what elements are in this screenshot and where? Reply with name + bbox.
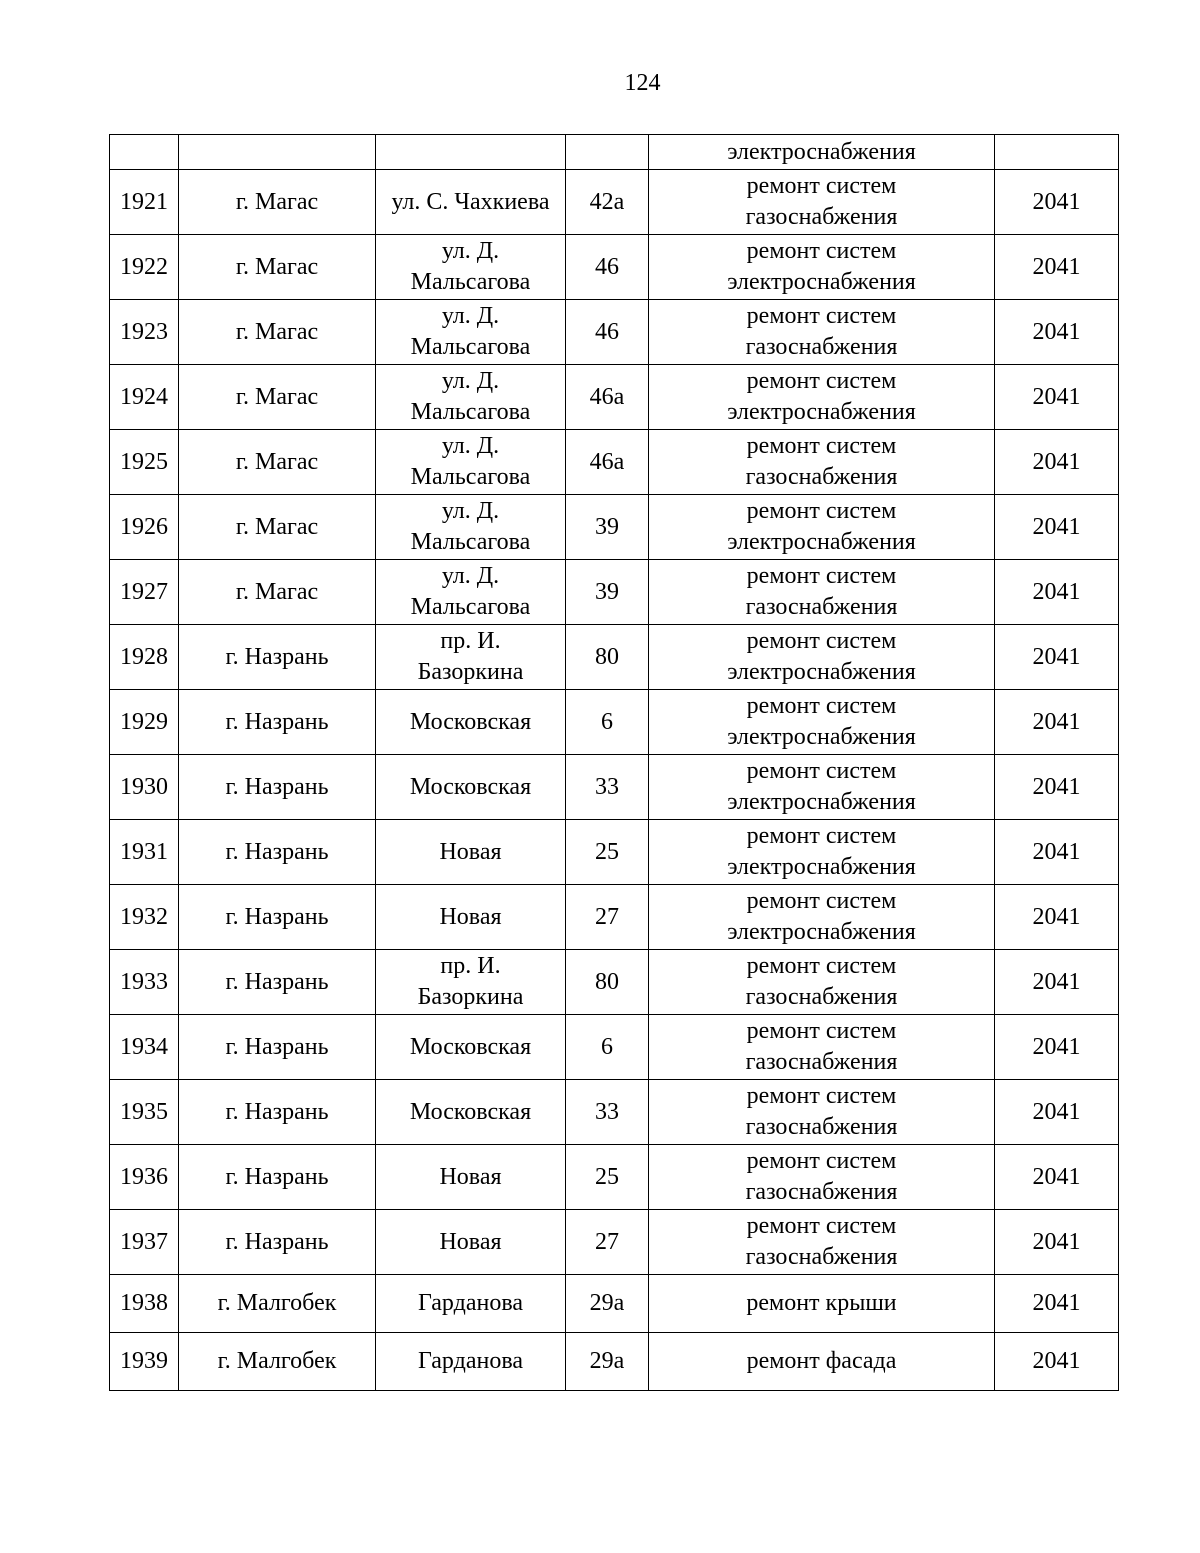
cell-city: г. Назрань (179, 1015, 376, 1080)
cell-street: Московская (376, 755, 566, 820)
cell-year: 2041 (995, 950, 1119, 1015)
cell-year: 2041 (995, 495, 1119, 560)
cell-city: г. Назрань (179, 690, 376, 755)
cell-city: г. Магас (179, 430, 376, 495)
cell-house: 46а (566, 430, 649, 495)
cell-street: ул. Д. Мальсагова (376, 560, 566, 625)
table-row (110, 560, 1119, 625)
cell-number: 1937 (110, 1210, 179, 1275)
cell-work-type: ремонт систем газоснабжения (649, 560, 995, 625)
cell-year: 2041 (995, 1015, 1119, 1080)
cell-number: 1938 (110, 1275, 179, 1333)
table-row (110, 690, 1119, 755)
cell-year: 2041 (995, 625, 1119, 690)
cell-city: г. Назрань (179, 755, 376, 820)
cell-house: 42а (566, 170, 649, 235)
cell-street: ул. Д. Мальсагова (376, 235, 566, 300)
cell-city: г. Магас (179, 365, 376, 430)
table-row (110, 755, 1119, 820)
cell-house: 80 (566, 950, 649, 1015)
table-row (110, 1080, 1119, 1145)
cell-street: Гарданова (376, 1333, 566, 1391)
cell-street: Гарданова (376, 1275, 566, 1333)
cell-year: 2041 (995, 1080, 1119, 1145)
cell-year: 2041 (995, 885, 1119, 950)
repair-schedule-table (109, 134, 1119, 1391)
cell-work-type: ремонт систем электроснабжения (649, 625, 995, 690)
cell-city (179, 135, 376, 170)
cell-number: 1936 (110, 1145, 179, 1210)
table-row (110, 235, 1119, 300)
cell-work-type: ремонт систем электроснабжения (649, 820, 995, 885)
cell-year: 2041 (995, 430, 1119, 495)
cell-house: 46а (566, 365, 649, 430)
cell-work-type: ремонт систем газоснабжения (649, 950, 995, 1015)
cell-work-type: ремонт систем газоснабжения (649, 1210, 995, 1275)
cell-number: 1939 (110, 1333, 179, 1391)
cell-work-type: ремонт систем газоснабжения (649, 300, 995, 365)
cell-city: г. Магас (179, 300, 376, 365)
cell-city: г. Назрань (179, 625, 376, 690)
table-row (110, 885, 1119, 950)
cell-number: 1926 (110, 495, 179, 560)
cell-work-type: ремонт систем газоснабжения (649, 1080, 995, 1145)
cell-city: г. Магас (179, 235, 376, 300)
cell-number: 1933 (110, 950, 179, 1015)
cell-year: 2041 (995, 820, 1119, 885)
cell-house: 46 (566, 235, 649, 300)
cell-street: Московская (376, 690, 566, 755)
cell-street: Новая (376, 820, 566, 885)
cell-house: 39 (566, 560, 649, 625)
cell-year: 2041 (995, 560, 1119, 625)
table-row (110, 625, 1119, 690)
page-number: 124 (624, 70, 661, 96)
cell-year: 2041 (995, 1333, 1119, 1391)
cell-city: г. Магас (179, 560, 376, 625)
cell-house: 33 (566, 1080, 649, 1145)
cell-city: г. Назрань (179, 820, 376, 885)
cell-number: 1934 (110, 1015, 179, 1080)
cell-number: 1935 (110, 1080, 179, 1145)
cell-year: 2041 (995, 1275, 1119, 1333)
table-row (110, 1333, 1119, 1391)
table-row (110, 1015, 1119, 1080)
cell-house: 25 (566, 820, 649, 885)
cell-street: Новая (376, 1210, 566, 1275)
cell-street: ул. Д. Мальсагова (376, 300, 566, 365)
cell-house: 6 (566, 1015, 649, 1080)
cell-year (995, 135, 1119, 170)
cell-house: 39 (566, 495, 649, 560)
cell-work-type: электроснабжения (649, 135, 995, 170)
cell-house: 27 (566, 885, 649, 950)
cell-street: Московская (376, 1015, 566, 1080)
cell-city: г. Назрань (179, 950, 376, 1015)
table-row (110, 300, 1119, 365)
cell-city: г. Назрань (179, 885, 376, 950)
cell-year: 2041 (995, 1210, 1119, 1275)
cell-house: 25 (566, 1145, 649, 1210)
table-row (110, 365, 1119, 430)
table-row (110, 495, 1119, 560)
cell-number: 1932 (110, 885, 179, 950)
cell-house: 33 (566, 755, 649, 820)
cell-street: Новая (376, 1145, 566, 1210)
cell-work-type: ремонт систем газоснабжения (649, 1145, 995, 1210)
cell-street: ул. С. Чахкиева (376, 170, 566, 235)
cell-house: 29а (566, 1333, 649, 1391)
cell-year: 2041 (995, 690, 1119, 755)
cell-year: 2041 (995, 365, 1119, 430)
cell-number: 1922 (110, 235, 179, 300)
cell-number: 1930 (110, 755, 179, 820)
table-row (110, 1210, 1119, 1275)
cell-house: 29а (566, 1275, 649, 1333)
cell-street: Московская (376, 1080, 566, 1145)
continuation-row (110, 135, 1119, 170)
cell-number: 1925 (110, 430, 179, 495)
cell-number: 1924 (110, 365, 179, 430)
cell-number: 1923 (110, 300, 179, 365)
cell-year: 2041 (995, 235, 1119, 300)
cell-city: г. Малгобек (179, 1275, 376, 1333)
cell-work-type: ремонт систем электроснабжения (649, 365, 995, 430)
table-row (110, 170, 1119, 235)
table-row (110, 950, 1119, 1015)
cell-number: 1929 (110, 690, 179, 755)
cell-work-type: ремонт систем электроснабжения (649, 690, 995, 755)
cell-number (110, 135, 179, 170)
cell-street: ул. Д. Мальсагова (376, 365, 566, 430)
cell-street: пр. И. Базоркина (376, 625, 566, 690)
cell-house: 46 (566, 300, 649, 365)
cell-work-type: ремонт систем электроснабжения (649, 885, 995, 950)
table-row (110, 820, 1119, 885)
cell-house: 27 (566, 1210, 649, 1275)
cell-city: г. Магас (179, 170, 376, 235)
cell-work-type: ремонт крыши (649, 1275, 995, 1333)
cell-street: Новая (376, 885, 566, 950)
cell-work-type: ремонт систем электроснабжения (649, 755, 995, 820)
cell-number: 1927 (110, 560, 179, 625)
cell-street: ул. Д. Мальсагова (376, 430, 566, 495)
cell-year: 2041 (995, 300, 1119, 365)
cell-work-type: ремонт систем газоснабжения (649, 430, 995, 495)
cell-street: пр. И. Базоркина (376, 950, 566, 1015)
cell-city: г. Назрань (179, 1210, 376, 1275)
cell-city: г. Назрань (179, 1080, 376, 1145)
cell-year: 2041 (995, 1145, 1119, 1210)
cell-year: 2041 (995, 170, 1119, 235)
cell-work-type: ремонт систем газоснабжения (649, 170, 995, 235)
table-body (110, 135, 1119, 1391)
cell-house: 6 (566, 690, 649, 755)
cell-work-type: ремонт фасада (649, 1333, 995, 1391)
table-row (110, 430, 1119, 495)
cell-number: 1921 (110, 170, 179, 235)
table-row (110, 1275, 1119, 1333)
cell-number: 1931 (110, 820, 179, 885)
cell-year: 2041 (995, 755, 1119, 820)
cell-street (376, 135, 566, 170)
cell-work-type: ремонт систем электроснабжения (649, 495, 995, 560)
cell-work-type: ремонт систем электроснабжения (649, 235, 995, 300)
cell-work-type: ремонт систем газоснабжения (649, 1015, 995, 1080)
cell-number: 1928 (110, 625, 179, 690)
cell-city: г. Малгобек (179, 1333, 376, 1391)
table-row (110, 1145, 1119, 1210)
cell-street: ул. Д. Мальсагова (376, 495, 566, 560)
cell-city: г. Назрань (179, 1145, 376, 1210)
cell-city: г. Магас (179, 495, 376, 560)
cell-house (566, 135, 649, 170)
cell-house: 80 (566, 625, 649, 690)
